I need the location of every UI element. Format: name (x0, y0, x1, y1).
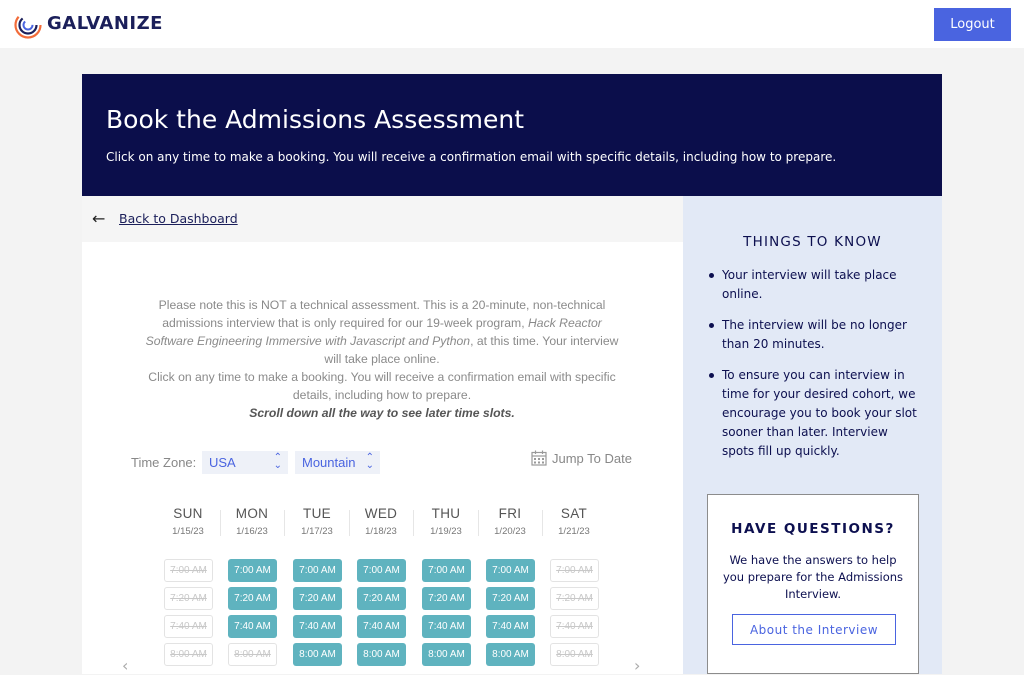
jump-to-date-button[interactable] (531, 450, 632, 466)
time-slot-button[interactable]: 7:20 AM (228, 587, 277, 610)
time-slot-button[interactable]: 7:20 AM (422, 587, 471, 610)
questions-box (707, 494, 919, 674)
country-value: USA (209, 455, 236, 470)
day-name: FRI (498, 506, 522, 521)
note-booking-text: Click on any time to make a booking. You will receive a confirmation email with specific details, including how to prepare. (148, 370, 616, 402)
things-to-know-title: THINGS TO KNOW (743, 234, 882, 250)
timezone-label: Time Zone: (131, 455, 197, 470)
prev-week-icon[interactable]: ‹ (122, 656, 129, 675)
jump-to-date-label: Jump To Date (552, 450, 632, 466)
time-slot-unavailable: 7:40 AM (164, 615, 213, 638)
logout-button[interactable]: Logout (934, 8, 1011, 41)
day-name: THU (431, 506, 461, 521)
day-column-header (542, 506, 606, 537)
time-slot-unavailable: 8:00 AM (550, 643, 599, 666)
sidebar (683, 196, 942, 674)
time-slot-button[interactable]: 7:40 AM (293, 615, 342, 638)
note-program: Hack Reactor Software Engineering Immersive with Javascript and Python (145, 316, 602, 348)
time-slot-button[interactable]: 7:00 AM (357, 559, 406, 582)
day-name: TUE (303, 506, 331, 521)
day-column-header (349, 506, 413, 537)
calendar-icon (531, 450, 547, 466)
questions-text: We have the answers to help you prepare for the Admissions Interview. (722, 553, 904, 601)
time-slot-unavailable: 7:20 AM (164, 587, 213, 610)
brand-name: GALVANIZE (47, 13, 163, 34)
things-to-know-list (707, 266, 922, 473)
top-bar (0, 0, 1024, 48)
time-slot-button[interactable]: 7:40 AM (228, 615, 277, 638)
about-interview-button[interactable]: About the Interview (732, 614, 896, 645)
day-column-header (220, 506, 284, 537)
day-column-header (414, 506, 478, 537)
day-name: WED (364, 506, 398, 521)
time-slot-unavailable: 7:20 AM (550, 587, 599, 610)
time-slot-button[interactable]: 8:00 AM (422, 643, 471, 666)
back-to-dashboard-link[interactable]: Back to Dashboard (119, 211, 238, 226)
galvanize-logo-icon (14, 11, 42, 39)
note-text-end: , at this time. Your interview will take place online. (324, 334, 619, 366)
time-slot-unavailable: 8:00 AM (228, 643, 277, 666)
next-week-icon[interactable]: › (634, 656, 641, 675)
country-select[interactable] (202, 451, 288, 474)
time-slot-button[interactable]: 7:00 AM (293, 559, 342, 582)
updown-chevron-icon: ⌃ ⌄ (273, 452, 282, 471)
questions-title: HAVE QUESTIONS? (731, 521, 895, 537)
time-slot-unavailable: 7:40 AM (550, 615, 599, 638)
list-item: The interview will be no longer than 20 minutes. (707, 316, 922, 354)
day-name: SUN (173, 506, 203, 521)
time-slot-button[interactable]: 7:00 AM (422, 559, 471, 582)
day-column-header (156, 506, 220, 537)
day-name: MON (235, 506, 269, 521)
time-slot-unavailable: 8:00 AM (164, 643, 213, 666)
list-item: To ensure you can interview in time for your desired cohort, we encourage you to book your slot sooner than later. Interview spots fill up quickly. (707, 366, 922, 461)
day-date: 1/18/23 (365, 526, 397, 537)
time-slot-button[interactable]: 8:00 AM (293, 643, 342, 666)
note-scroll-hint: Scroll down all the way to see later time slots. (249, 406, 515, 420)
time-slot-button[interactable]: 7:00 AM (228, 559, 277, 582)
zone-value: Mountain (302, 455, 356, 470)
day-date: 1/16/23 (236, 526, 268, 537)
arrow-left-icon[interactable]: ← (92, 209, 106, 228)
note-text: Please note this is NOT a technical assessment. This is a 20-minute, non-technical admissions interview that is only required for our 19-week program, (158, 298, 606, 330)
list-item: Your interview will take place online. (707, 266, 922, 304)
day-date: 1/21/23 (558, 526, 590, 537)
day-date: 1/17/23 (301, 526, 333, 537)
hero-banner (82, 74, 942, 196)
time-slot-unavailable: 7:00 AM (164, 559, 213, 582)
time-slot-button[interactable]: 7:20 AM (293, 587, 342, 610)
time-slot-button[interactable]: 7:40 AM (357, 615, 406, 638)
time-slot-button[interactable]: 7:20 AM (357, 587, 406, 610)
back-bar (82, 196, 683, 242)
day-name: SAT (560, 506, 588, 521)
booking-card (82, 74, 942, 674)
day-date: 1/20/23 (494, 526, 526, 537)
time-slot-button[interactable]: 7:40 AM (486, 615, 535, 638)
day-column-header (478, 506, 542, 537)
zone-select[interactable] (295, 451, 380, 474)
time-slot-unavailable: 7:00 AM (550, 559, 599, 582)
day-date: 1/19/23 (430, 526, 462, 537)
day-column-header (285, 506, 349, 537)
time-slot-button[interactable]: 7:00 AM (486, 559, 535, 582)
time-slot-button[interactable]: 7:40 AM (422, 615, 471, 638)
assessment-note (142, 296, 622, 422)
page-title: Book the Admissions Assessment (106, 105, 525, 134)
time-slot-button[interactable]: 8:00 AM (486, 643, 535, 666)
page-subtitle: Click on any time to make a booking. You will receive a confirmation email with specific details, including how to prepare. (106, 150, 837, 164)
time-slot-button[interactable]: 7:20 AM (486, 587, 535, 610)
time-slot-button[interactable]: 8:00 AM (357, 643, 406, 666)
day-date: 1/15/23 (172, 526, 204, 537)
updown-chevron-icon: ⌃ ⌄ (365, 452, 374, 471)
